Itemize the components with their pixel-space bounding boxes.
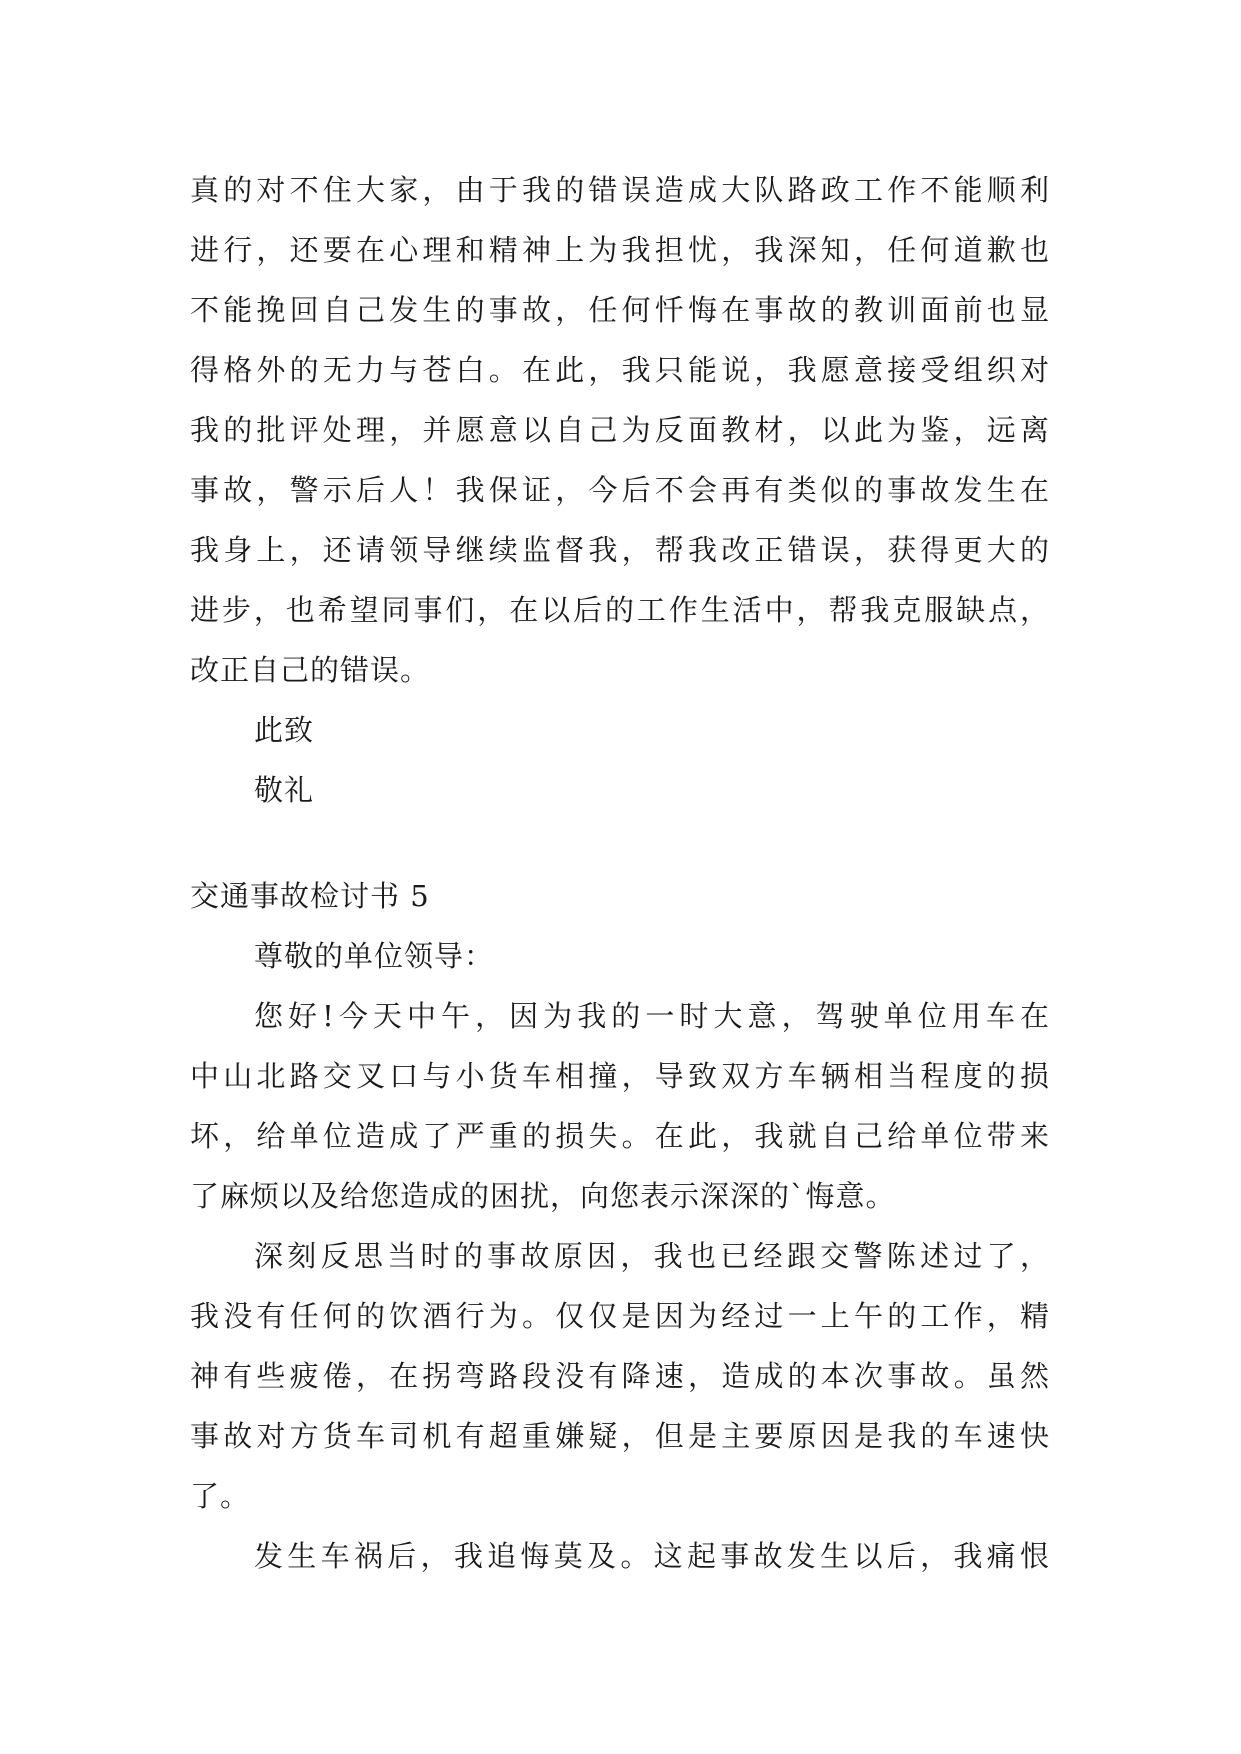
- text-line: 进行，还要在心理和精神上为我担忧，我深知，任何道歉也: [190, 233, 1050, 267]
- text-line: 进步，也希望同事们，在以后的工作生活中，帮我克服缺点，: [190, 593, 1050, 627]
- text-line: 我身上，还请领导继续监督我，帮我改正错误，获得更大的: [190, 533, 1050, 567]
- salutation: 尊敬的单位领导：: [254, 939, 495, 973]
- text-line: 坏，给单位造成了严重的损失。在此，我就自己给单位带来: [190, 1119, 1050, 1153]
- section-gap: [190, 820, 1050, 866]
- text-line: 不能挽回自己发生的事故，任何忏悔在事故的教训面前也显: [190, 293, 1050, 327]
- text-line: 我的批评处理，并愿意以自己为反面教材，以此为鉴，远离: [190, 413, 1050, 447]
- section-title: 交通事故检讨书 5: [190, 879, 430, 913]
- document-body: [190, 160, 1050, 1586]
- text-line: 了。: [190, 1479, 251, 1513]
- text-line: 发生车祸后，我追悔莫及。这起事故发生以后，我痛恨: [254, 1539, 1050, 1573]
- text-line: 了麻烦以及给您造成的困扰，向您表示深深的`悔意。: [190, 1179, 896, 1213]
- text-line: 您好!今天中午，因为我的一时大意，驾驶单位用车在: [254, 999, 1050, 1033]
- closing-greeting: 此致: [254, 713, 315, 747]
- text-line: 神有些疲倦，在拐弯路段没有降速，造成的本次事故。虽然: [190, 1359, 1050, 1393]
- closing-regards: 敬礼: [254, 773, 315, 807]
- text-line: 真的对不住大家，由于我的错误造成大队路政工作不能顺利: [190, 173, 1050, 207]
- text-line: 事故，警示后人！我保证，今后不会再有类似的事故发生在: [190, 473, 1050, 507]
- text-line: 我没有任何的饮酒行为。仅仅是因为经过一上午的工作，精: [190, 1299, 1050, 1333]
- text-line: 改正自己的错误。: [190, 653, 431, 687]
- text-line: 中山北路交叉口与小货车相撞，导致双方车辆相当程度的损: [190, 1059, 1050, 1093]
- text-line: 得格外的无力与苍白。在此，我只能说，我愿意接受组织对: [190, 353, 1050, 387]
- text-line: 事故对方货车司机有超重嫌疑，但是主要原因是我的车速快: [190, 1419, 1050, 1453]
- text-line: 深刻反思当时的事故原因，我也已经跟交警陈述过了，: [254, 1239, 1050, 1273]
